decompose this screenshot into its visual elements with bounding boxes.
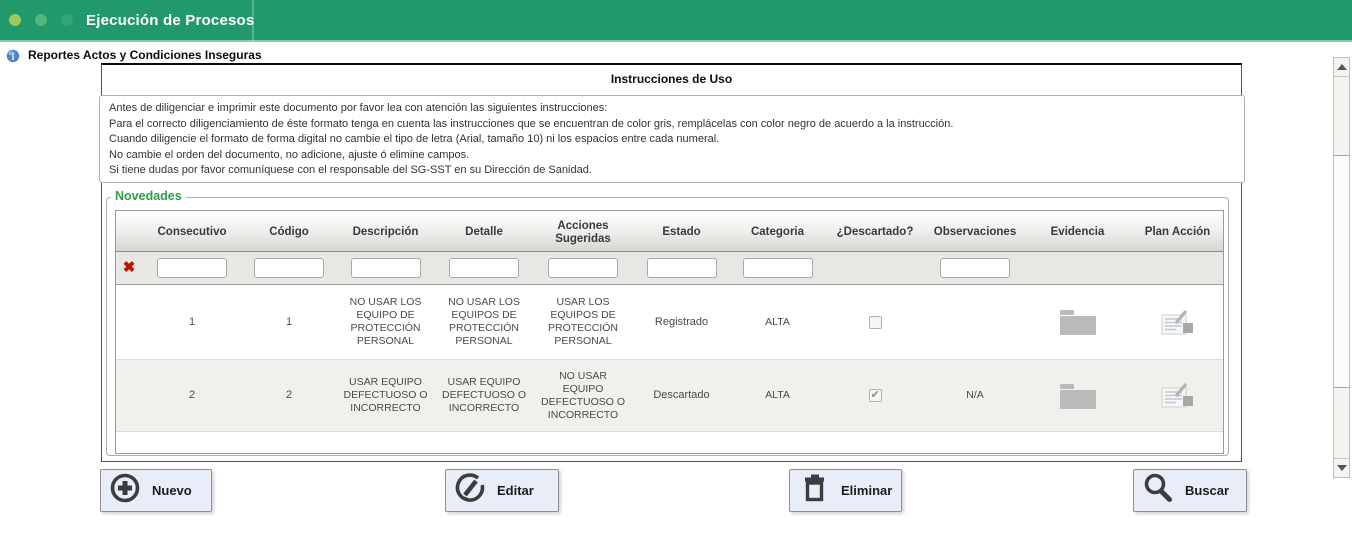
search-icon (1142, 472, 1174, 509)
editar-button-label: Editar (497, 483, 534, 498)
edit-pencil-icon (454, 472, 486, 509)
filter-input-acciones-sugeridas[interactable] (548, 258, 618, 278)
app-title: Ejecución de Procesos (86, 12, 255, 29)
nuevo-button[interactable] (100, 469, 212, 512)
cell-descripcion: USAR EQUIPO DEFECTUOSO O INCORRECTO (343, 376, 428, 414)
table-row[interactable] (116, 285, 1223, 360)
novedades-grid (115, 210, 1224, 454)
cell-codigo: 1 (285, 315, 293, 328)
filter-input-descripcion[interactable] (351, 258, 421, 278)
plan-accion-icon[interactable] (1130, 382, 1224, 409)
descartado-checkbox[interactable] (869, 389, 882, 402)
evidencia-folder-icon[interactable] (1025, 382, 1130, 410)
header-dot-1 (9, 14, 21, 26)
table-row[interactable] (116, 360, 1223, 432)
scrollbar-up-icon[interactable] (1334, 58, 1349, 77)
header-dot-2 (35, 14, 47, 26)
buscar-button-label: Buscar (1185, 483, 1230, 498)
instructions-title: Instrucciones de Uso (610, 72, 733, 86)
vertical-scrollbar[interactable] (1333, 57, 1350, 478)
novedades-legend: Novedades (111, 189, 186, 203)
app-header (0, 0, 1352, 42)
editar-button[interactable] (445, 469, 559, 512)
cell-detalle: USAR EQUIPO DEFECTUOSO O INCORRECTO (442, 376, 527, 414)
cell-observaciones: N/A (966, 389, 984, 401)
instruction-line: No cambie el orden del documento, no adicione, ajuste ó elimine campos. (109, 148, 470, 161)
filter-input-estado[interactable] (647, 258, 717, 278)
column-header-descartado[interactable]: ¿Descartado? (836, 226, 914, 238)
cell-acciones-sugeridas: NO USAR EQUIPO DEFECTUOSO O INCORRECTO (540, 369, 625, 421)
column-header-consecutivo[interactable]: Consecutivo (157, 226, 227, 238)
instruction-line: Para el correcto diligenciamiento de éste formato tenga en cuenta las instrucciones que se encuentran de color gris, remplácelas con color negro de acuerdo a la instrucción. (109, 117, 954, 130)
filter-input-codigo[interactable] (254, 258, 324, 278)
filter-input-detalle[interactable] (449, 258, 519, 278)
cell-codigo: 2 (285, 389, 293, 401)
svg-text:i: i (11, 52, 15, 62)
cell-detalle: NO USAR LOS EQUIPOS DE PROTECCIÓN PERSONAL (448, 296, 520, 347)
column-header-plan-accion[interactable]: Plan Acción (1144, 226, 1211, 238)
eliminar-button[interactable] (789, 469, 902, 512)
cell-descripcion: NO USAR LOS EQUIPO DE PROTECCIÓN PERSONAL (349, 296, 422, 347)
cell-acciones-sugeridas: USAR LOS EQUIPOS DE PROTECCIÓN PERSONAL (547, 296, 618, 347)
cell-estado: Descartado (653, 389, 710, 401)
novedades-fieldset (106, 189, 1229, 456)
filter-input-observaciones[interactable] (940, 258, 1010, 278)
clear-filters-icon[interactable]: ✖ (122, 259, 136, 276)
grid-header-row (116, 214, 1223, 252)
filter-input-categoria[interactable] (743, 258, 813, 278)
header-dot-3 (61, 14, 73, 26)
instruction-line: Si tiene dudas por favor comuníquese con el responsable del SG-SST en su Dirección de Sanidad. (109, 164, 592, 177)
plan-accion-icon[interactable] (1130, 309, 1224, 336)
column-header-estado[interactable]: Estado (662, 226, 701, 238)
filter-input-consecutivo[interactable] (157, 258, 227, 278)
column-header-observaciones[interactable]: Observaciones (933, 226, 1017, 238)
scrollbar-thumb[interactable] (1334, 155, 1349, 388)
cell-consecutivo: 2 (188, 389, 196, 401)
column-header-descripcion[interactable]: Descripción (352, 226, 419, 238)
descartado-checkbox[interactable] (869, 316, 882, 329)
column-header-evidencia[interactable]: Evidencia (1050, 226, 1105, 238)
column-header-codigo[interactable]: Código (269, 226, 309, 238)
instruction-line: Cuando diligencie el formato de forma digital no cambie el tipo de letra (Arial, tamaño 10) ni los espacios entre cada numeral. (109, 133, 720, 146)
header-divider (252, 0, 254, 42)
buscar-button[interactable] (1133, 469, 1247, 512)
instruction-line: Antes de diligenciar e imprimir este documento por favor lea con atención las siguientes instrucciones: (109, 102, 608, 114)
cell-estado: Registrado (654, 315, 709, 328)
column-header-detalle[interactable]: Detalle (465, 226, 503, 238)
cell-categoria: ALTA (765, 389, 790, 401)
column-header-categoria[interactable]: Categoria (750, 226, 805, 238)
nuevo-button-label: Nuevo (152, 483, 192, 498)
info-icon (6, 49, 20, 68)
page-title: Reportes Actos y Condiciones Inseguras (28, 48, 262, 62)
trash-icon (798, 472, 830, 509)
scrollbar-down-icon[interactable] (1334, 458, 1349, 477)
grid-filter-row (116, 252, 1223, 285)
cell-consecutivo: 1 (188, 315, 196, 328)
eliminar-button-label: Eliminar (841, 483, 893, 498)
cell-categoria: ALTA (765, 315, 790, 328)
evidencia-folder-icon[interactable] (1025, 308, 1130, 336)
plus-circle-icon (109, 472, 141, 509)
column-header-acciones-sugeridas[interactable]: Acciones Sugeridas (555, 219, 611, 245)
instructions-box (99, 95, 1245, 183)
